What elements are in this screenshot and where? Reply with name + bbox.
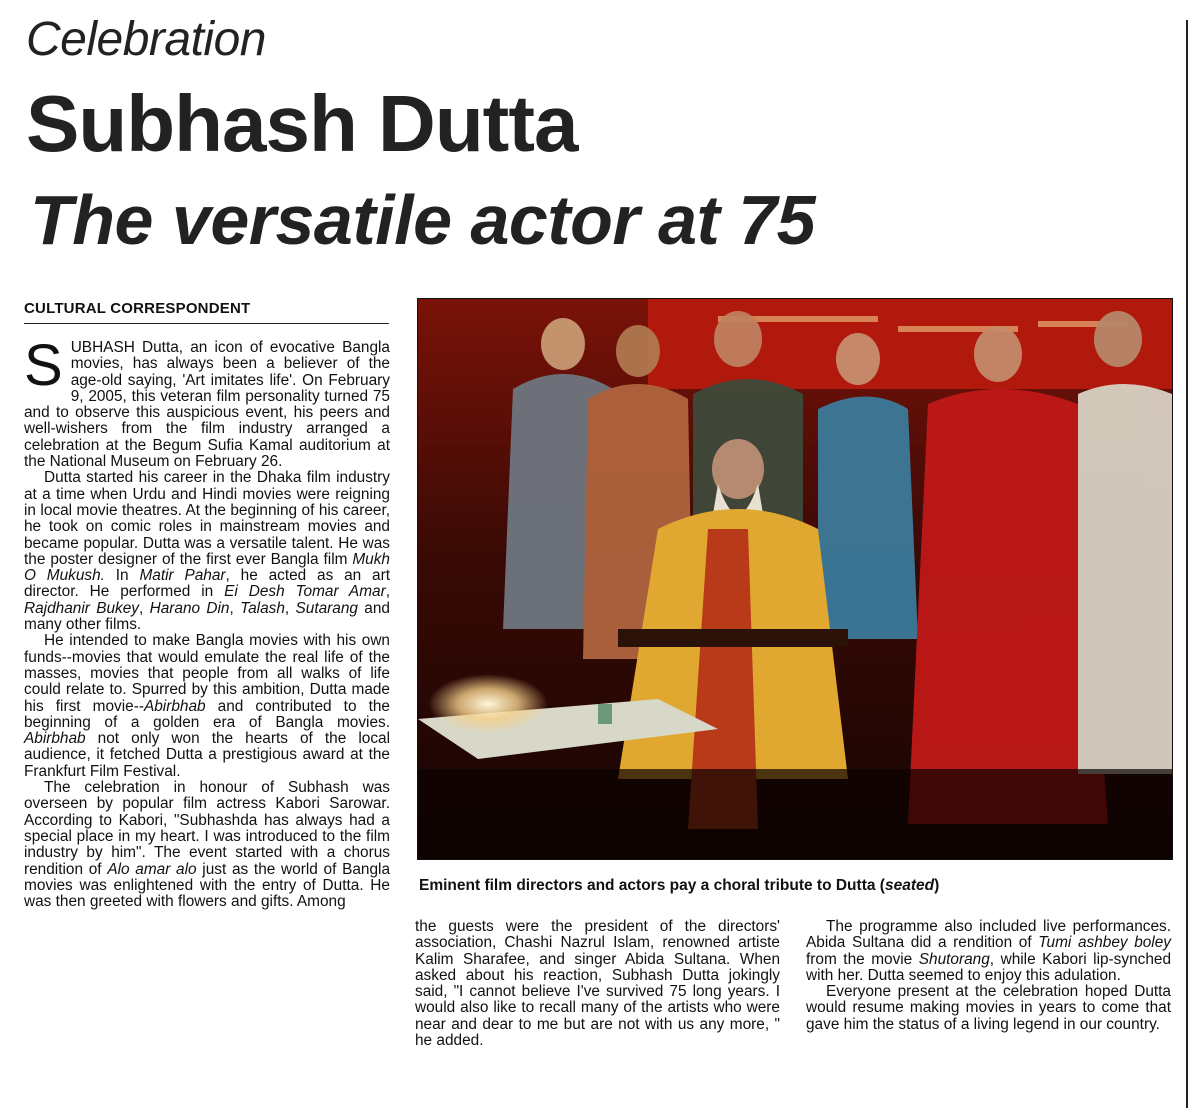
article-subhead: The versatile actor at 75 xyxy=(30,181,816,259)
paragraph: He intended to make Bangla movies with his own funds--movies that would emulate the real life of the masses, movies that people from all walks of life could relate to. Spurred by this ambition, Dutta made his first movie--Abirbhab and contributed to the beginning of a golden era of Bangla movies. Abirbhab not only won the hearts of the local audience, it fetched Dutta a prestigious award at the Frankfurt Film Festival. xyxy=(24,632,390,780)
paragraph: the guests were the president of the directors' association, Chashi Nazrul Islam, renowned artiste Kalim Sharafee, and singer Abida Sultana. When asked about his reaction, Subhash Dutta jokingly said, "I cannot believe I've survived 75 long years. I would also like to recall many of the artists who were near and dear to me but are not with us any more, " he added. xyxy=(415,918,780,1050)
paragraph: The celebration in honour of Subhash was overseen by popular film actress Kabori Sarowar. According to Kabori, "Subhashda has always had a special place in my heart. I was introduced to the film industry by him". The event started with a chorus rendition of Alo amar alo just as the world of Bangla movies was enlightened with the entry of Dutta. He was then greeted with flowers and gifts. Among xyxy=(24,779,391,911)
section-kicker: Celebration xyxy=(26,13,266,66)
article-column-2 xyxy=(415,919,780,1049)
paragraph: SUBHASH Dutta, an icon of evocative Bangla movies, has always been a believer of the age-old saying, 'Art imitates life'. On February 9, 2005, this veteran film personality turned 75 and to observe this auspicious event, his peers and well-wishers from the film industry arranged a celebration at the Begum Sufia Kamal auditorium at the National Museum on February 26. xyxy=(24,333,390,471)
byline: CULTURAL CORRESPONDENT xyxy=(24,300,389,324)
event-photo xyxy=(417,298,1173,860)
paragraph: Dutta started his career in the Dhaka film industry at a time when Urdu and Hindi movies were reigning in local movie theatres. At the beginning of his career, he took on comic roles in mainstream movies and became popular. Dutta was a versatile talent. He was the poster designer of the first ever Bangla film Mukh O Mukush. In Matir Pahar, he acted as an art director. He performed in Ei Desh Tomar Amar, Rajdhanir Bukey, Harano Din, Talash, Sutarang and many other films. xyxy=(24,469,391,634)
article-column-1 xyxy=(24,333,391,911)
paragraph: Everyone present at the celebration hoped Dutta would resume making movies in years to come that gave him the status of a living legend in our country. xyxy=(806,983,1171,1033)
paragraph: The programme also included live performances. Abida Sultana did a rendition of Tumi ashbey boley from the movie Shutorang, while Kabori lip-synched with her. Dutta seemed to enjoy this adulation. xyxy=(806,918,1172,984)
column-rule xyxy=(1186,20,1188,1108)
photo-caption: Eminent film directors and actors pay a choral tribute to Dutta (seated) xyxy=(419,877,940,894)
article-headline: Subhash Dutta xyxy=(26,79,578,168)
drop-cap: S xyxy=(24,333,63,398)
article-column-3 xyxy=(806,919,1171,1033)
